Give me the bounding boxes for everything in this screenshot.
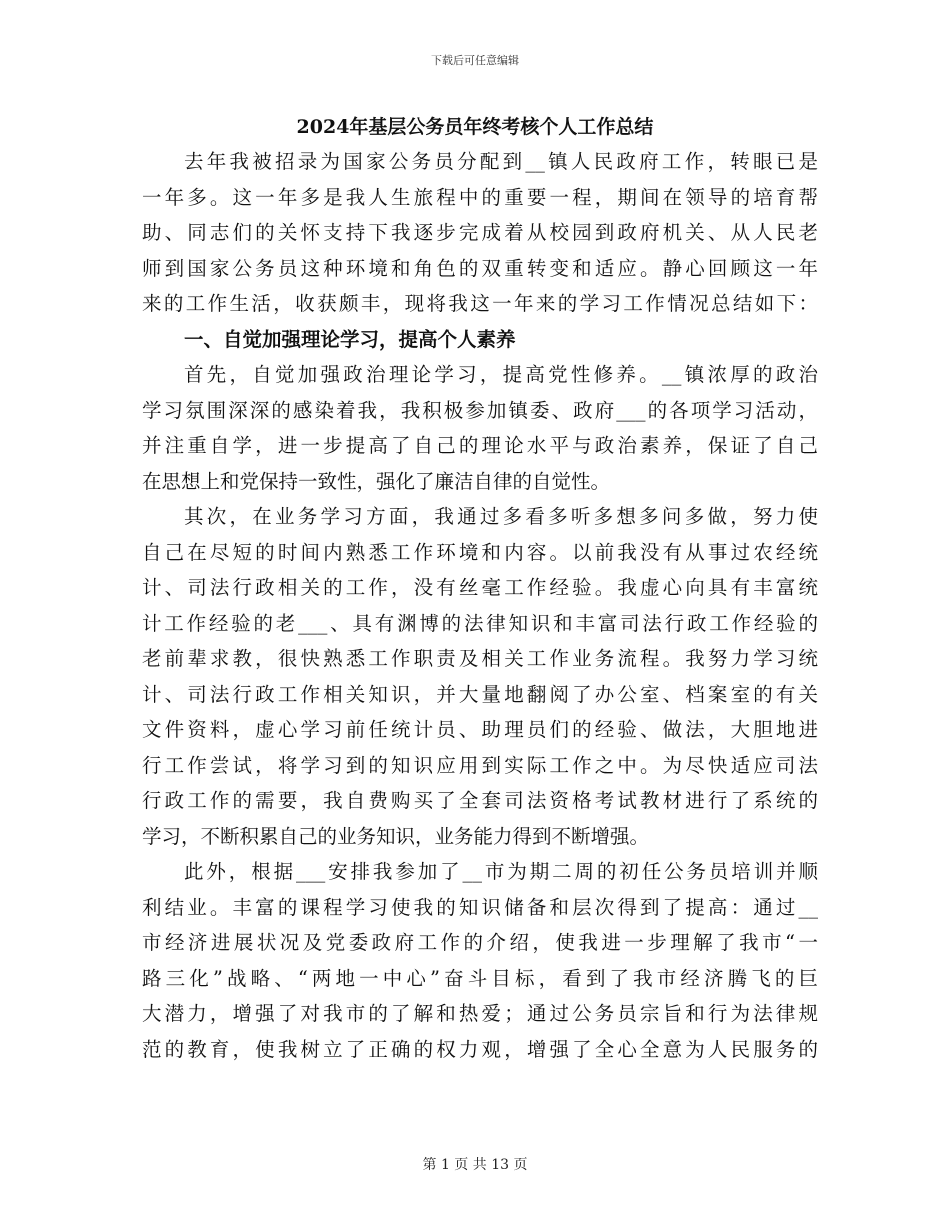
paragraph-line: 学习，不断积累自己的业务知识，业务能力得到不断增强。 [142, 824, 650, 848]
paragraph-line: 利结业。丰富的课程学习使我的知识储备和层次得到了提高：通过__ [142, 895, 818, 919]
paragraph-line: 并注重自学，进一步提高了自己的理论水平与政治素养，保证了自己 [142, 434, 818, 457]
paragraph-line: 路三化”战略、“两地一中心”奋斗目标，看到了我市经济腾飞的巨 [142, 966, 818, 990]
paragraph-line: 大潜力，增强了对我市的了解和热爱；通过公务员宗旨和行为法律规 [142, 1002, 818, 1025]
paragraph-line: 首先，自觉加强政治理论学习，提高党性修养。__镇浓厚的政治 [184, 363, 818, 386]
paragraph-line: 师到国家公务员这种环境和角色的双重转变和适应。静心回顾这一年 [142, 256, 818, 280]
paragraph-line: 来的工作生活，收获颇丰，现将我这一年来的学习工作情况总结如下： [142, 292, 818, 315]
page-number: 第 1 页 共 13 页 [422, 1157, 528, 1173]
paragraph-line: 计、司法行政工作相关知识，并大量地翻阅了办公室、档案室的有关 [142, 682, 818, 706]
paragraph-line: 此外，根据___安排我参加了__市为期二周的初任公务员培训并顺 [184, 860, 818, 883]
paragraph-line: 自己在尽短的时间内熟悉工作环境和内容。以前我没有从事过农经统 [142, 540, 818, 564]
paragraph-line: 老前辈求教，很快熟悉工作职责及相关工作业务流程。我努力学习统 [142, 647, 818, 670]
paragraph-line: 计、司法行政相关的工作，没有丝毫工作经验。我虚心向具有丰富统 [142, 576, 818, 599]
document-title: 2024年基层公务员年终考核个人工作总结 [296, 116, 654, 138]
header-note: 下载后可任意编辑 [431, 54, 519, 67]
paragraph-line: 行政工作的需要，我自费购买了全套司法资格考试教材进行了系统的 [142, 789, 818, 812]
paragraph-line: 在思想上和党保持一致性，强化了廉洁自律的自觉性。 [142, 469, 611, 493]
paragraph-line: 市经济进展状况及党委政府工作的介绍，使我进一步理解了我市“一 [142, 931, 818, 954]
paragraph-line: 一年多。这一年多是我人生旅程中的重要一程，期间在领导的培育帮 [142, 185, 818, 209]
paragraph-line: 助、同志们的关怀支持下我逐步完成着从校园到政府机关、从人民老 [142, 221, 818, 244]
paragraph-line: 学习氛围深深的感染着我，我积极参加镇委、政府___的各项学习活动， [142, 398, 818, 422]
paragraph-line: 其次，在业务学习方面，我通过多看多听多想多问多做，努力使 [184, 505, 818, 528]
paragraph-line: 行工作尝试，将学习到的知识应用到实际工作之中。为尽快适应司法 [142, 753, 818, 777]
section-heading: 一、自觉加强理论学习，提高个人素养 [184, 327, 516, 351]
paragraph-line: 文件资料，虚心学习前任统计员、助理员们的经验、做法，大胆地进 [142, 718, 818, 741]
paragraph-line: 范的教育，使我树立了正确的权力观，增强了全心全意为人民服务的 [142, 1037, 818, 1061]
paragraph-line: 计工作经验的老___、具有渊博的法律知识和丰富司法行政工作经验的 [142, 611, 818, 635]
document-body [142, 144, 818, 1067]
paragraph-line: 去年我被招录为国家公务员分配到__镇人民政府工作，转眼已是 [184, 150, 818, 173]
